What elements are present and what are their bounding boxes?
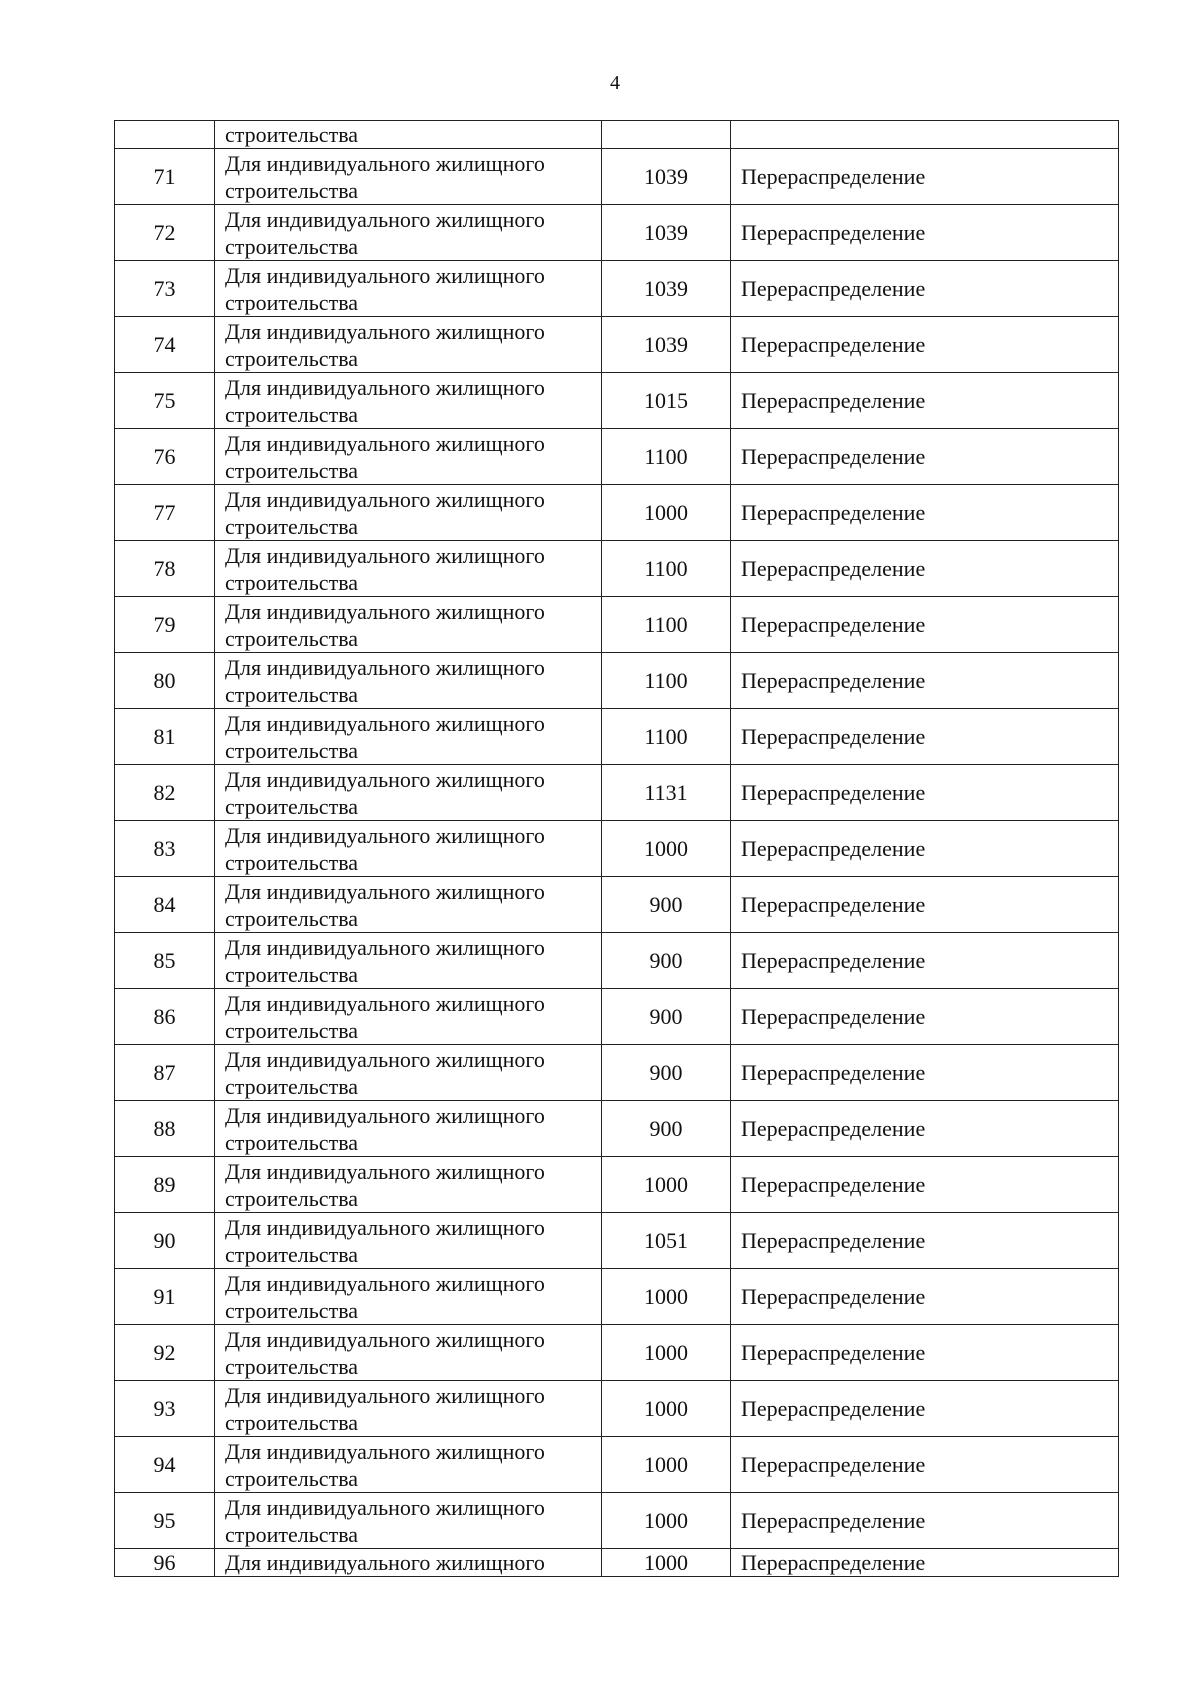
method-cell: Перераспределение (731, 485, 1119, 541)
method-cell: Перераспределение (731, 709, 1119, 765)
row-number-cell: 79 (115, 597, 215, 653)
purpose-line-2: строительства (225, 177, 359, 203)
row-number-cell: 76 (115, 429, 215, 485)
area-cell: 1051 (602, 1213, 731, 1269)
table-row (115, 989, 1119, 1045)
table-row (115, 597, 1119, 653)
row-number-cell: 82 (115, 765, 215, 821)
purpose-cell (215, 821, 602, 877)
method-cell: Перераспределение (731, 653, 1119, 709)
purpose-line-2: строительства (225, 681, 359, 707)
purpose-line-1: Для индивидуального жилищного (225, 1326, 545, 1352)
table-row (115, 1269, 1119, 1325)
method-cell: Перераспределение (731, 1101, 1119, 1157)
area-cell: 1100 (602, 709, 731, 765)
row-number-cell: 87 (115, 1045, 215, 1101)
purpose-line-2: строительства (225, 1297, 359, 1323)
purpose-cell (215, 1101, 602, 1157)
area-cell: 900 (602, 877, 731, 933)
purpose-line-1: Для индивидуального жилищного (225, 766, 545, 792)
row-number-cell: 74 (115, 317, 215, 373)
method-cell: Перераспределение (731, 429, 1119, 485)
purpose-line-1: Для индивидуального жилищного (225, 710, 545, 736)
row-number-cell: 75 (115, 373, 215, 429)
row-number-cell: 73 (115, 261, 215, 317)
table-row-last (115, 1549, 1119, 1577)
purpose-cell (215, 205, 602, 261)
purpose-line-2: строительства (225, 961, 359, 987)
table-row (115, 373, 1119, 429)
area-cell: 1000 (602, 1269, 731, 1325)
area-cell: 1000 (602, 1381, 731, 1437)
purpose-line-1: Для индивидуального жилищного (225, 486, 545, 512)
purpose-line-1: Для индивидуального жилищного (225, 822, 545, 848)
table-row (115, 765, 1119, 821)
row-number-cell: 80 (115, 653, 215, 709)
area-cell: 1039 (602, 149, 731, 205)
purpose-line-2: строительства (225, 849, 359, 875)
area-cell: 1039 (602, 317, 731, 373)
table-row (115, 205, 1119, 261)
method-cell: Перераспределение (731, 1269, 1119, 1325)
purpose-line-2: строительства (225, 513, 359, 539)
row-number-cell: 78 (115, 541, 215, 597)
method-cell: Перераспределение (731, 1437, 1119, 1493)
row-number-cell: 95 (115, 1493, 215, 1549)
row-number-cell: 90 (115, 1213, 215, 1269)
area-cell: 1000 (602, 1437, 731, 1493)
method-cell: Перераспределение (731, 933, 1119, 989)
purpose-cell (215, 149, 602, 205)
table-row (115, 1157, 1119, 1213)
table-row (115, 1493, 1119, 1549)
purpose-line-1: Для индивидуального жилищного (225, 1046, 545, 1072)
purpose-line-1: Для индивидуального жилищного (225, 990, 545, 1016)
purpose-cell (215, 541, 602, 597)
method-cell: Перераспределение (731, 1045, 1119, 1101)
method-cell: Перераспределение (731, 877, 1119, 933)
purpose-cell (215, 261, 602, 317)
row-number-cell: 91 (115, 1269, 215, 1325)
area-cell: 1100 (602, 429, 731, 485)
row-number-cell: 92 (115, 1325, 215, 1381)
purpose-cell: Для индивидуального жилищного (215, 1549, 602, 1577)
purpose-line-2: строительства (225, 1185, 359, 1211)
purpose-line-1: Для индивидуального жилищного (225, 1158, 545, 1184)
purpose-line-1: Для индивидуального жилищного (225, 598, 545, 624)
method-cell: Перераспределение (731, 149, 1119, 205)
purpose-line-1: Для индивидуального жилищного (225, 1382, 545, 1408)
area-cell: 900 (602, 1045, 731, 1101)
method-cell: Перераспределение (731, 205, 1119, 261)
method-cell: Перераспределение (731, 373, 1119, 429)
purpose-cell (215, 989, 602, 1045)
area-cell: 1000 (602, 485, 731, 541)
page-number: 4 (610, 72, 620, 94)
purpose-line-1: Для индивидуального жилищного (225, 934, 545, 960)
area-cell: 1131 (602, 765, 731, 821)
table-row (115, 429, 1119, 485)
row-number-cell: 93 (115, 1381, 215, 1437)
purpose-cell (215, 1493, 602, 1549)
purpose-cell (215, 709, 602, 765)
row-number-cell: 72 (115, 205, 215, 261)
area-cell: 1000 (602, 1493, 731, 1549)
purpose-cell (215, 933, 602, 989)
purpose-cell (215, 653, 602, 709)
row-number-cell: 94 (115, 1437, 215, 1493)
purpose-line-2: строительства (225, 233, 359, 259)
row-number-cell: 89 (115, 1157, 215, 1213)
purpose-line-1: Для индивидуального жилищного (225, 430, 545, 456)
area-cell: 1100 (602, 541, 731, 597)
purpose-line-2: строительства (225, 1521, 359, 1547)
purpose-line-2: строительства (225, 1353, 359, 1379)
method-cell: Перераспределение (731, 261, 1119, 317)
table-row (115, 261, 1119, 317)
table-row (115, 541, 1119, 597)
row-number-cell: 77 (115, 485, 215, 541)
table-row (115, 821, 1119, 877)
purpose-line-1: Для индивидуального жилищного (225, 318, 545, 344)
table-row (115, 877, 1119, 933)
area-cell: 1000 (602, 821, 731, 877)
table-row (115, 1045, 1119, 1101)
purpose-line-1: Для индивидуального жилищного (225, 262, 545, 288)
land-plots-table (114, 120, 1119, 1577)
purpose-cell (215, 1437, 602, 1493)
purpose-line-1: Для индивидуального жилищного (225, 206, 545, 232)
purpose-cell (215, 429, 602, 485)
method-cell: Перераспределение (731, 1549, 1119, 1577)
method-cell: Перераспределение (731, 1493, 1119, 1549)
area-cell: 1015 (602, 373, 731, 429)
purpose-cell (215, 1381, 602, 1437)
row-number-cell: 84 (115, 877, 215, 933)
area-cell: 900 (602, 1101, 731, 1157)
row-number-cell: 83 (115, 821, 215, 877)
purpose-line-2: строительства (225, 625, 359, 651)
purpose-line-1: Для индивидуального жилищного (225, 654, 545, 680)
area-cell: 1000 (602, 1549, 731, 1577)
area-cell: 1000 (602, 1157, 731, 1213)
area-cell: 900 (602, 989, 731, 1045)
purpose-line-2: строительства (225, 1073, 359, 1099)
method-cell: Перераспределение (731, 597, 1119, 653)
purpose-line-1: Для индивидуального жилищного (225, 1214, 545, 1240)
area-cell: 1039 (602, 205, 731, 261)
purpose-line-2: строительства (225, 289, 359, 315)
method-cell: Перераспределение (731, 1213, 1119, 1269)
last-row-body (115, 1549, 1119, 1577)
purpose-line-2: строительства (225, 457, 359, 483)
table-body (115, 121, 1119, 149)
area-cell: 1000 (602, 1325, 731, 1381)
table-row (115, 933, 1119, 989)
purpose-line-2: строительства (225, 345, 359, 371)
table-row (115, 709, 1119, 765)
table-row (115, 1213, 1119, 1269)
area-cell: 1100 (602, 597, 731, 653)
purpose-cell (215, 877, 602, 933)
purpose-line-2: строительства (225, 1409, 359, 1435)
purpose-cell (215, 1213, 602, 1269)
method-cell: Перераспределение (731, 317, 1119, 373)
table-row-continuation (115, 121, 1119, 149)
area-cell (602, 121, 731, 149)
purpose-line-2: строительства (225, 905, 359, 931)
rows-body (115, 149, 1119, 1549)
purpose-line-1: Для индивидуального жилищного (225, 150, 545, 176)
table-row (115, 1101, 1119, 1157)
purpose-line-2: строительства (225, 737, 359, 763)
method-cell: Перераспределение (731, 765, 1119, 821)
method-cell: Перераспределение (731, 541, 1119, 597)
purpose-line-2: строительства (225, 1241, 359, 1267)
row-number-cell: 71 (115, 149, 215, 205)
method-cell (731, 121, 1119, 149)
method-cell: Перераспределение (731, 1157, 1119, 1213)
purpose-line-2: строительства (225, 569, 359, 595)
row-number-cell: 88 (115, 1101, 215, 1157)
area-cell: 1100 (602, 653, 731, 709)
table-row (115, 317, 1119, 373)
row-number-cell (115, 121, 215, 149)
purpose-cell (215, 765, 602, 821)
row-number-cell: 85 (115, 933, 215, 989)
purpose-cell (215, 317, 602, 373)
purpose-line-1: Для индивидуального жилищного (225, 1494, 545, 1520)
area-cell: 1039 (602, 261, 731, 317)
purpose-line-1: Для индивидуального жилищного (225, 1270, 545, 1296)
purpose-cell (215, 485, 602, 541)
table-row (115, 1437, 1119, 1493)
purpose-line-1: Для индивидуального жилищного (225, 878, 545, 904)
purpose-cell: строительства (215, 121, 602, 149)
purpose-cell (215, 597, 602, 653)
purpose-line-2: строительства (225, 1017, 359, 1043)
table-row (115, 1381, 1119, 1437)
purpose-line-2: строительства (225, 1465, 359, 1491)
row-number-cell: 86 (115, 989, 215, 1045)
purpose-line-2: строительства (225, 1129, 359, 1155)
purpose-cell (215, 1045, 602, 1101)
method-cell: Перераспределение (731, 989, 1119, 1045)
method-cell: Перераспределение (731, 1325, 1119, 1381)
purpose-line-1: Для индивидуального жилищного (225, 542, 545, 568)
row-number-cell: 81 (115, 709, 215, 765)
purpose-cell (215, 1269, 602, 1325)
table-row (115, 149, 1119, 205)
purpose-line-1: Для индивидуального жилищного (225, 1102, 545, 1128)
purpose-cell (215, 1325, 602, 1381)
purpose-cell (215, 1157, 602, 1213)
purpose-line-2: строительства (225, 401, 359, 427)
method-cell: Перераспределение (731, 821, 1119, 877)
purpose-cell (215, 373, 602, 429)
area-cell: 900 (602, 933, 731, 989)
row-number-cell: 96 (115, 1549, 215, 1577)
table-row (115, 653, 1119, 709)
table-row (115, 485, 1119, 541)
method-cell: Перераспределение (731, 1381, 1119, 1437)
purpose-line-1: Для индивидуального жилищного (225, 1438, 545, 1464)
purpose-line-2: строительства (225, 793, 359, 819)
table-row (115, 1325, 1119, 1381)
purpose-line-1: Для индивидуального жилищного (225, 374, 545, 400)
